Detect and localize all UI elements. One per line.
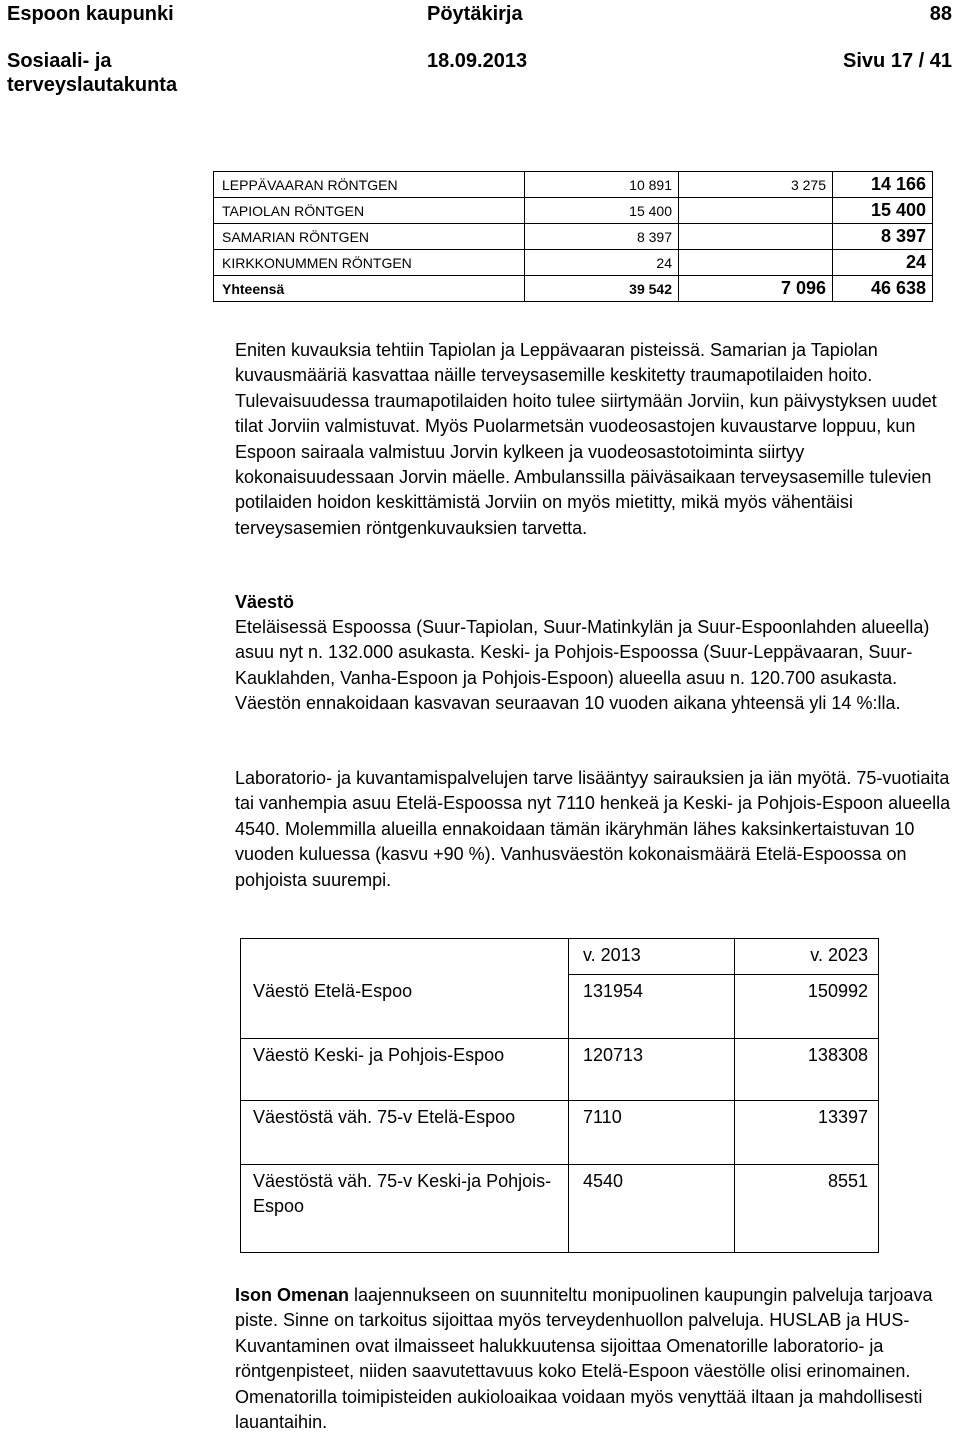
table-header-row	[241, 939, 879, 975]
value-total: 14 166	[833, 172, 933, 198]
table-row	[214, 198, 933, 224]
table-row	[241, 1039, 879, 1101]
city-name: Espoon kaupunki	[7, 3, 174, 25]
value-a: 8 397	[525, 224, 679, 250]
row-label: Väestöstä väh. 75-v Etelä-Espoo	[241, 1101, 569, 1165]
value-2023: 8551	[735, 1165, 879, 1253]
paragraph-xray-summary: Eniten kuvauksia tehtiin Tapiolan ja Leppävaaran pisteissä. Samarian ja Tapiolan kuvausmääriä kasvattaa näille terveysasemille keskitetty traumapotilaiden hoito. Tulevaisuudessa traumapotilaiden hoito tulee siirtymään Jorviin, kun päivystyksen uudet tilat Jorviin valmistuvat. Myös Puolarmetsän vuodeosastojen kuvaustarve loppuu, kun Espoon sairaala valmistuu Jorvin kylkeen ja vuodeosastotoiminta siirtyy kokonaisuudessaan Jorvin mäelle. Ambulanssilla päiväsaikaan terveysasemille tulevien potilaiden hoidon keskittämistä Jorviin on myös mietitty, mikä myös vähentäisi terveysasemien röntgenkuvauksien tarvetta.	[235, 340, 937, 538]
board-name-line1: Sosiaali- ja	[7, 50, 112, 72]
row-label: Väestöstä väh. 75-v Keski-ja Pohjois-Espoo	[241, 1165, 569, 1253]
value-total: 46 638	[833, 276, 933, 302]
value-b	[679, 224, 833, 250]
iso-omena-text: laajennukseen on suunniteltu monipuolinen kaupungin palveluja tarjoava piste. Sinne on tarkoitus sijoittaa myös terveydenhuollon palveluja. HUSLAB ja HUS-Kuvantaminen ovat ilmaisseet halukkuutensa sijoittaa Omenatorille laboratorio- ja röntgenpisteet, niiden saavutettavuus koko Etelä-Espoon väestölle olisi erinomainen. Omenatorilla toimipisteiden aukioloaikaa voidaan myös venyttää iltaan ja mahdollisesti lauantaihin.	[235, 1285, 933, 1433]
value-2023: 138308	[735, 1039, 879, 1101]
value-a: 39 542	[525, 276, 679, 302]
board-name-line2: terveyslautakunta	[7, 74, 178, 96]
row-label: Väestö Keski- ja Pohjois-Espoo	[241, 1039, 569, 1101]
value-b	[679, 198, 833, 224]
column-header-2013: v. 2013	[569, 939, 735, 975]
column-header-2023: v. 2023	[735, 939, 879, 975]
table-row	[214, 224, 933, 250]
table-row	[214, 172, 933, 198]
section-heading-vaesto: Väestö	[235, 592, 295, 612]
value-b: 3 275	[679, 172, 833, 198]
iso-omena-bold: Ison Omenan	[235, 1285, 350, 1305]
table-row	[241, 975, 879, 1039]
paragraph-services-need: Laboratorio- ja kuvantamispalvelujen tarve lisääntyy sairauksien ja iän myötä. 75-vuotiaita tai vanhempia asuu Etelä-Espoossa nyt 7110 henkeä ja Keski- ja Pohjois-Espoon alueella 4540. Molemmilla alueilla ennakoidaan tämän ikäryhmän lähes kaksinkertaistuvan 10 vuoden kuluessa (kasvu +90 %). Vanhusväestön kokonaismäärä Etelä-Espoossa on pohjoista suurempi.	[235, 768, 951, 890]
paragraph-iso-omena	[235, 1283, 957, 1435]
value-2013: 4540	[569, 1165, 735, 1253]
unit-name: SAMARIAN RÖNTGEN	[214, 224, 525, 250]
value-2023: 150992	[735, 975, 879, 1039]
unit-name: Yhteensä	[214, 276, 525, 302]
value-a: 15 400	[525, 198, 679, 224]
table-row	[241, 1101, 879, 1165]
document-type: Pöytäkirja	[427, 3, 523, 25]
xray-statistics-table	[213, 171, 933, 302]
table-row	[241, 1165, 879, 1253]
paragraph-population: Eteläisessä Espoossa (Suur-Tapiolan, Suur-Matinkylän ja Suur-Espoonlahden alueella) asuu nyt n. 132.000 asukasta. Keski- ja Pohjois-Espoossa (Suur-Leppävaaran, Suur-Kauklahden, Vanha-Espoon ja Pohjois-Espoon) alueella asuu n. 120.700 asukasta. Väestön ennakoidaan kasvavan seuraavan 10 vuoden aikana yhteensä yli 14 %:lla.	[235, 617, 930, 714]
population-table	[240, 938, 879, 1253]
empty-header-cell	[241, 939, 569, 975]
value-a: 24	[525, 250, 679, 276]
value-2023: 13397	[735, 1101, 879, 1165]
value-total: 8 397	[833, 224, 933, 250]
meeting-date: 18.09.2013	[427, 50, 528, 72]
value-total: 24	[833, 250, 933, 276]
value-b: 7 096	[679, 276, 833, 302]
unit-name: KIRKKONUMMEN RÖNTGEN	[214, 250, 525, 276]
value-2013: 7110	[569, 1101, 735, 1165]
item-number: 88	[929, 3, 952, 25]
table-row-total	[214, 276, 933, 302]
value-b	[679, 250, 833, 276]
value-a: 10 891	[525, 172, 679, 198]
page-number: Sivu 17 / 41	[843, 50, 952, 72]
table-row	[214, 250, 933, 276]
value-2013: 131954	[569, 975, 735, 1039]
unit-name: TAPIOLAN RÖNTGEN	[214, 198, 525, 224]
value-total: 15 400	[833, 198, 933, 224]
unit-name: LEPPÄVAARAN RÖNTGEN	[214, 172, 525, 198]
value-2013: 120713	[569, 1039, 735, 1101]
row-label: Väestö Etelä-Espoo	[241, 975, 569, 1039]
